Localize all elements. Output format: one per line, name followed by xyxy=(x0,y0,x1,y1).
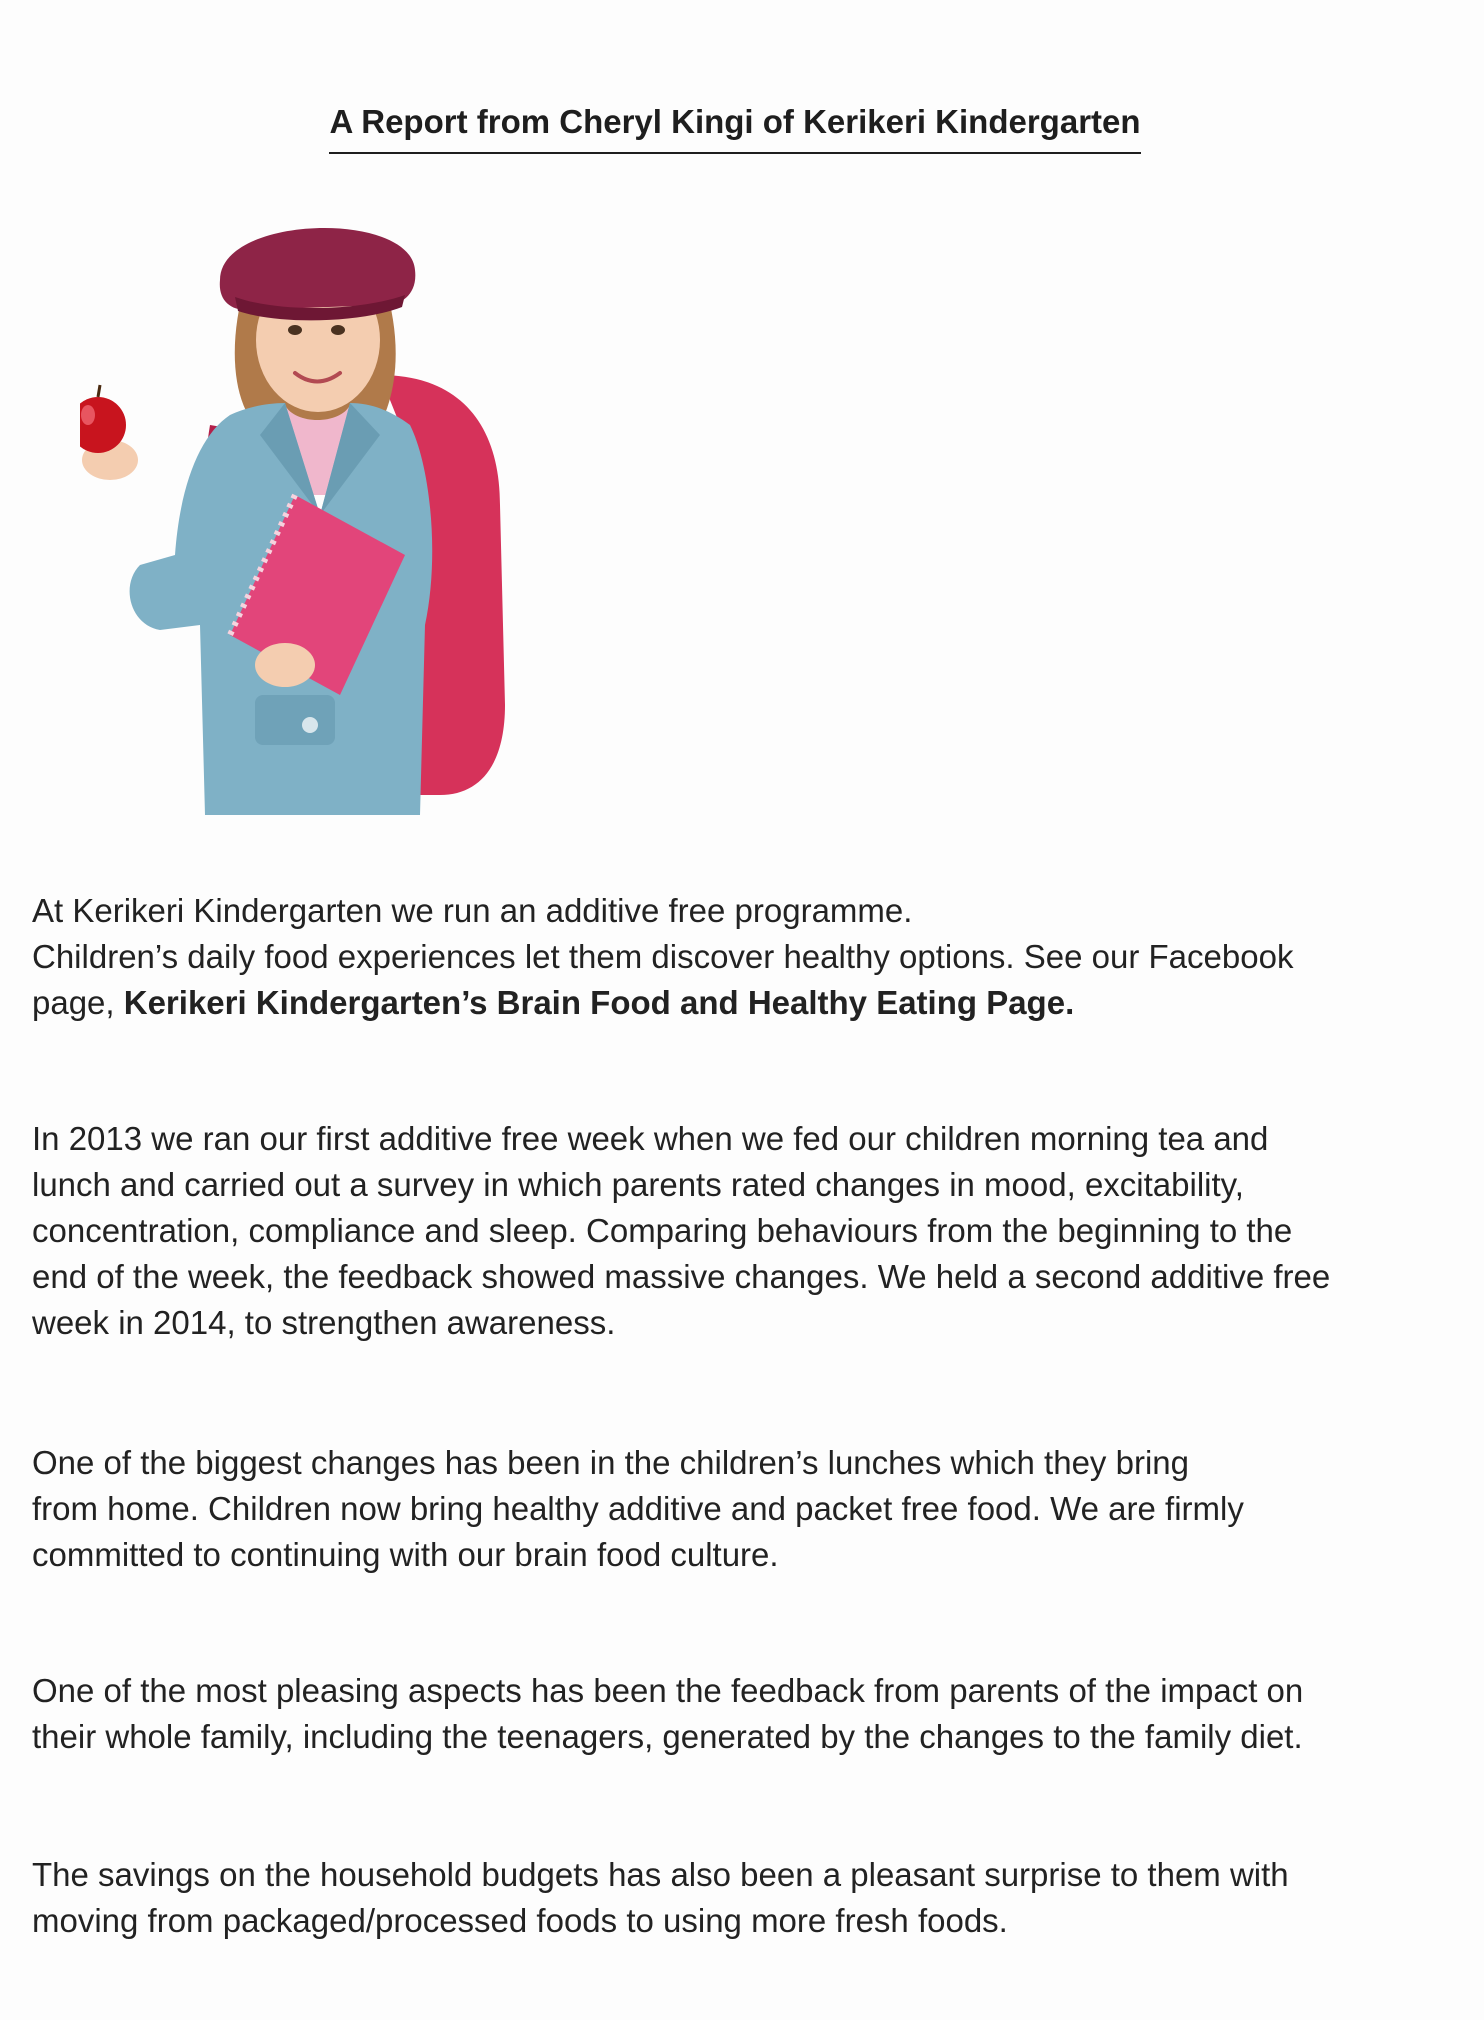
apple-highlight xyxy=(81,405,95,425)
text-prefix: page, xyxy=(32,984,124,1021)
hat-shape xyxy=(220,228,416,310)
title-container xyxy=(305,100,1165,154)
paragraph-line: Children’s daily food experiences let them discover healthy options. See our Facebook xyxy=(32,938,1294,975)
paragraph-line: from home. Children now bring healthy additive and packet free food. We are firmly xyxy=(32,1490,1244,1527)
paragraph-line-with-bold xyxy=(32,980,1452,1026)
paragraph-line: week in 2014, to strengthen awareness. xyxy=(32,1304,616,1341)
paragraph-programme xyxy=(32,888,1452,1026)
paragraph-line: At Kerikeri Kindergarten we run an additive free programme. xyxy=(32,892,913,929)
eye-right xyxy=(331,325,345,335)
paragraph-line: concentration, compliance and sleep. Comparing behaviours from the beginning to the xyxy=(32,1212,1293,1249)
facebook-page-name: Kerikeri Kindergarten’s Brain Food and Healthy Eating Page. xyxy=(123,984,1075,1021)
paragraph-line: The savings on the household budgets has also been a pleasant surprise to them with xyxy=(32,1856,1289,1893)
right-hand xyxy=(255,643,315,687)
paragraph-line: One of the most pleasing aspects has been the feedback from parents of the impact on xyxy=(32,1672,1304,1709)
paragraph-family-impact xyxy=(32,1668,1452,1760)
apple-stem xyxy=(98,385,100,397)
coat-button-3 xyxy=(302,717,318,733)
paragraph-line: moving from packaged/processed foods to using more fresh foods. xyxy=(32,1902,1008,1939)
girl-with-apple-illustration xyxy=(80,225,590,815)
paragraph-savings xyxy=(32,1852,1452,1944)
paragraph-line: In 2013 we ran our first additive free week when we fed our children morning tea and xyxy=(32,1120,1269,1157)
page-title: A Report from Cheryl Kingi of Kerikeri Kindergarten xyxy=(329,100,1140,154)
paragraph-line: their whole family, including the teenagers, generated by the changes to the family diet. xyxy=(32,1718,1303,1755)
paragraph-line: One of the biggest changes has been in the children’s lunches which they bring xyxy=(32,1444,1189,1481)
paragraph-line: end of the week, the feedback showed massive changes. We held a second additive free xyxy=(32,1258,1331,1295)
paragraph-lunches xyxy=(32,1440,1452,1578)
coat-pocket xyxy=(255,695,335,745)
paragraph-line: lunch and carried out a survey in which parents rated changes in mood, excitability, xyxy=(32,1166,1244,1203)
eye-left xyxy=(288,325,302,335)
paragraph-additive-free-week xyxy=(32,1116,1452,1346)
paragraph-line: committed to continuing with our brain food culture. xyxy=(32,1536,779,1573)
